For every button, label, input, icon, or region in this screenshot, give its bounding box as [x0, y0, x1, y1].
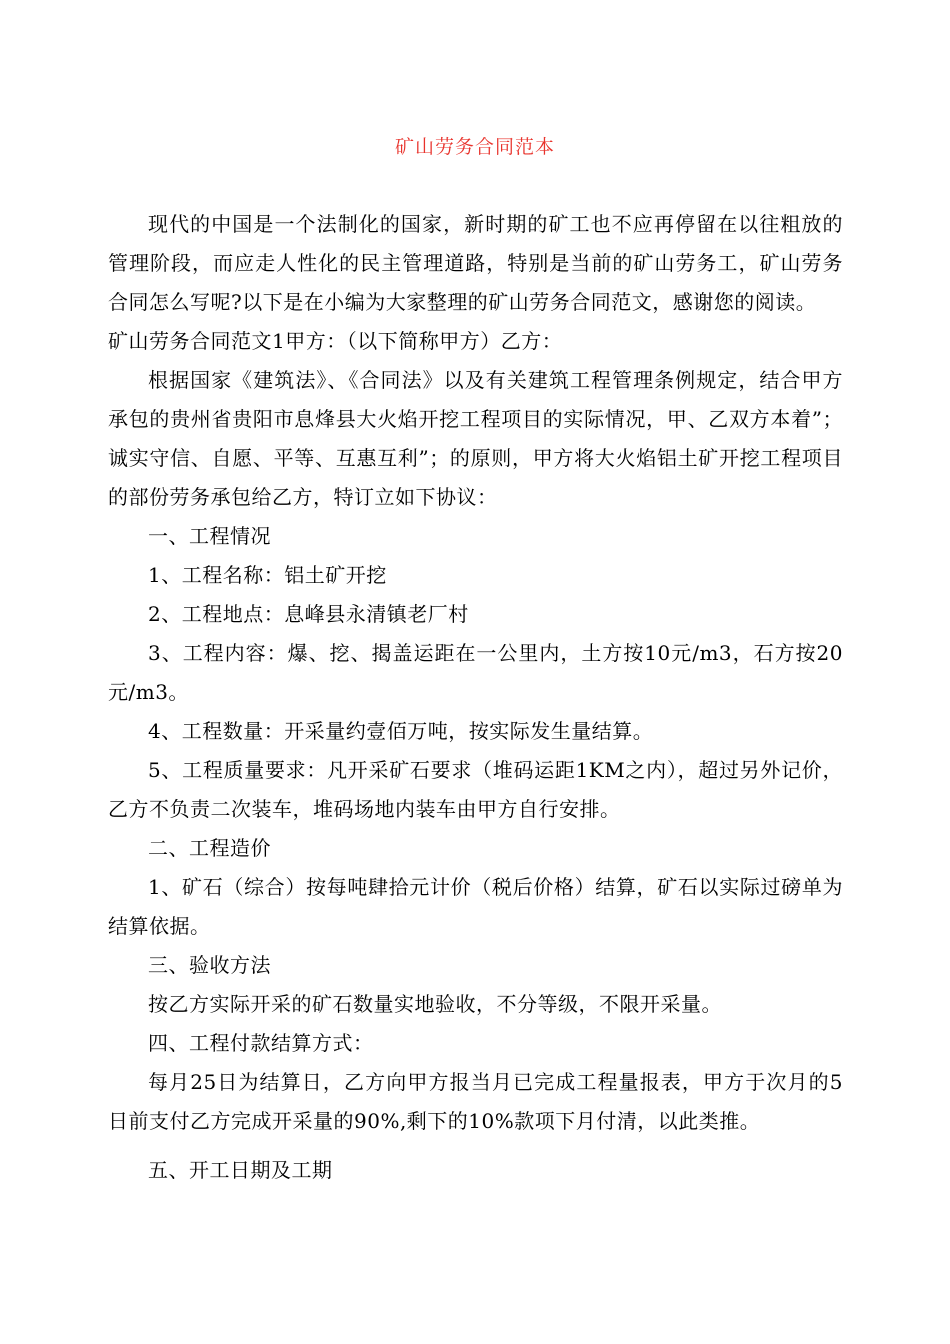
- clause-quality-requirements: 5、工程质量要求：凡开采矿石要求（堆码运距1KM之内），超过另外记价，乙方不负责二次装车，堆码场地内装车由甲方自行安排。: [108, 758, 843, 821]
- section-heading-cost: 二、工程造价: [148, 836, 271, 860]
- clause-project-quantity: 4、工程数量：开采量约壹佰万吨，按实际发生量结算。: [148, 719, 654, 743]
- section-heading-payment: 四、工程付款结算方式：: [148, 1031, 374, 1055]
- clause-project-location: 2、工程地点：息峰县永清镇老厂村: [148, 602, 469, 626]
- clause-ore-pricing: 1、矿石（综合）按每吨肆拾元计价（税后价格）结算，矿石以实际过磅单为结算依据。: [108, 875, 843, 938]
- section-heading-project: 一、工程情况: [148, 524, 271, 548]
- document-title: 矿山劳务合同范本: [394, 136, 555, 158]
- clause-acceptance-method: 按乙方实际开采的矿石数量实地验收，不分等级，不限开采量。: [148, 992, 722, 1016]
- preamble-paragraph: 根据国家《建筑法》、《合同法》以及有关建筑工程管理条例规定，结合甲方承包的贵州省贵阳市息烽县大火焰开挖工程项目的实际情况，甲、乙双方本着”；诚实守信、自愿、平等、互惠互利”；的原则，甲方将大火焰铝土矿开挖工程项目的部份劳务承包给乙方，特订立如下协议：: [108, 368, 843, 509]
- clause-project-name: 1、工程名称：铝土矿开挖: [148, 563, 387, 587]
- section-heading-schedule: 五、开工日期及工期: [148, 1158, 333, 1182]
- clause-project-content: 3、工程内容：爆、挖、揭盖运距在一公里内，土方按10元/m3，石方按20元/m3。: [108, 641, 843, 704]
- clause-payment-terms: 每月25日为结算日，乙方向甲方报当月已完成工程量报表，甲方于次月的5日前支付乙方完成开采量的90%,剩下的10%款项下月付清，以此类推。: [108, 1070, 843, 1133]
- section-heading-acceptance: 三、验收方法: [148, 953, 271, 977]
- document-body: [108, 205, 843, 1190]
- intro-paragraph: 现代的中国是一个法制化的国家，新时期的矿工也不应再停留在以往粗放的管理阶段，而应走人性化的民主管理道路，特别是当前的矿山劳务工，矿山劳务合同怎么写呢?以下是在小编为大家整理的矿山劳务合同范文，感谢您的阅读。: [108, 212, 843, 314]
- contract-heading-line: 矿山劳务合同范文1甲方：（以下简称甲方）乙方：: [108, 329, 563, 353]
